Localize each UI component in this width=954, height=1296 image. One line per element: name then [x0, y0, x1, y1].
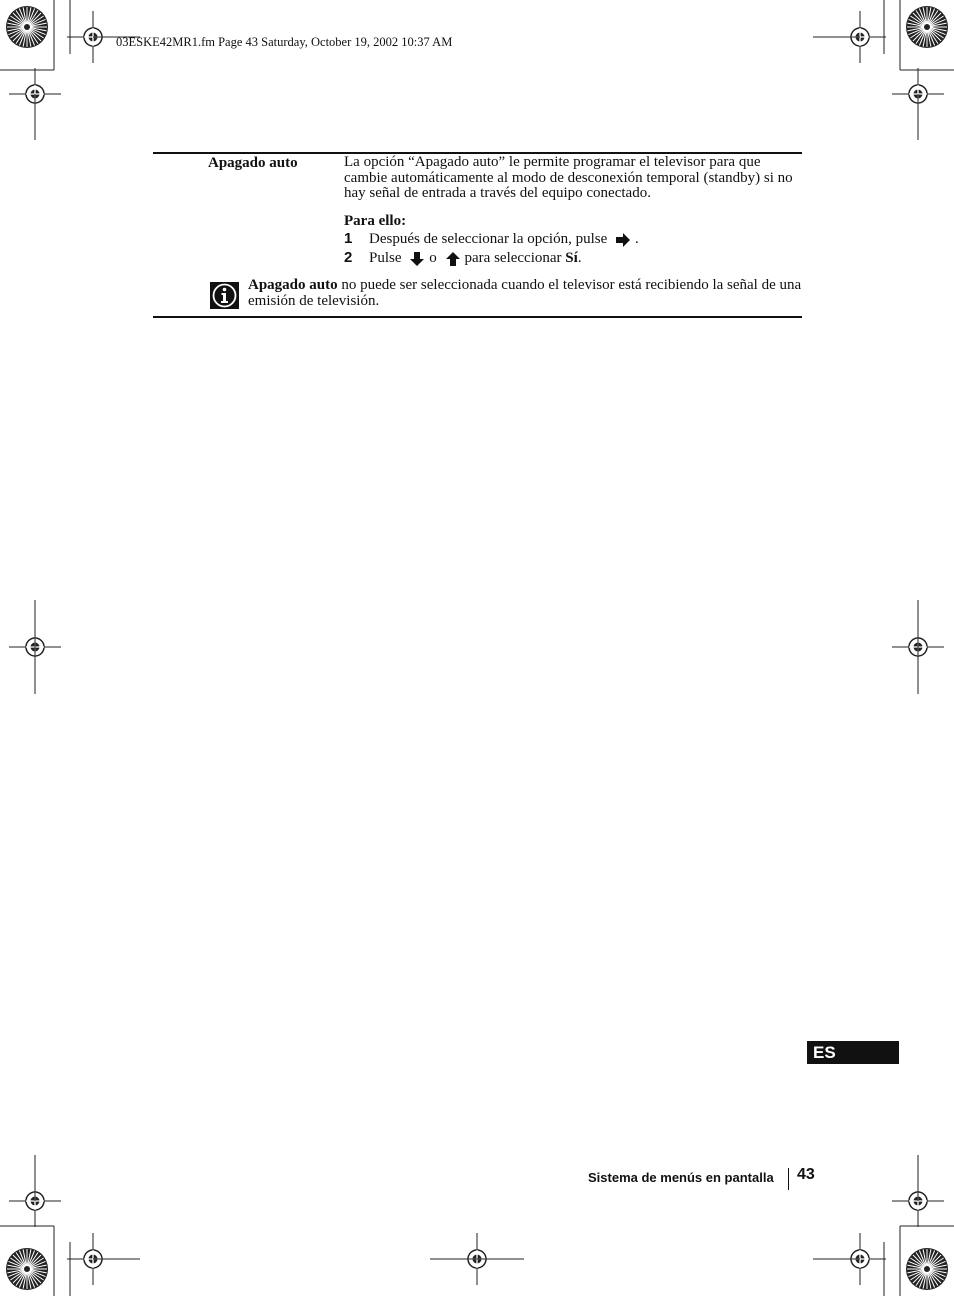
- step-1-number: 1: [344, 230, 353, 247]
- page-number: 43: [797, 1166, 815, 1183]
- note-bold-lead: Apagado auto: [248, 277, 338, 293]
- step-1-end: .: [635, 231, 639, 247]
- step-2-text-middle: o: [429, 250, 437, 266]
- step-2-number: 2: [344, 249, 353, 266]
- info-icon: [210, 282, 239, 309]
- step-2-bold-value: Sí: [565, 250, 578, 266]
- file-info-header: 03ESKE42MR1.fm Page 43 Saturday, October 19, 2002 10:37 AM: [116, 35, 453, 49]
- step-1: [344, 230, 639, 248]
- arrow-up-icon: [445, 251, 461, 267]
- step-2: [344, 249, 582, 267]
- note-text: [248, 278, 804, 309]
- step-1-text: Después de seleccionar la opción, pulse: [369, 231, 608, 247]
- note-body: no puede ser seleccionada cuando el televisor está recibiendo la señal de una emisión de televisión.: [248, 277, 802, 309]
- footer-separator: [788, 1168, 789, 1190]
- footer-section-title: Sistema de menús en pantalla: [588, 1170, 774, 1185]
- entry-term: Apagado auto: [208, 155, 298, 171]
- entry-description: La opción “Apagado auto” le permite programar el televisor para que cambie automáticamente al modo de desconexión temporal (standby) si no hay señal de entrada a través del equipo conectado.: [344, 154, 793, 201]
- arrow-right-icon: [615, 232, 631, 248]
- step-2-text-end: para seleccionar: [464, 250, 562, 266]
- steps-label: Para ello:: [344, 213, 407, 229]
- arrow-down-icon: [409, 251, 425, 267]
- step-2-text-start: Pulse: [369, 250, 402, 266]
- language-badge: ES: [807, 1041, 899, 1064]
- table-bottom-rule: [153, 316, 802, 318]
- step-2-end: .: [577, 250, 582, 266]
